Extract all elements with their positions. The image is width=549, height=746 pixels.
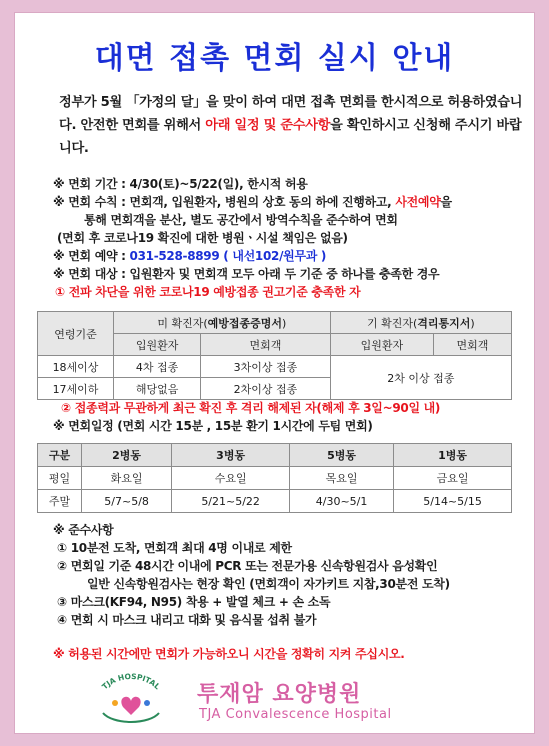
group1-suffix: ) bbox=[282, 316, 287, 330]
age-header: 연령기준 bbox=[38, 312, 114, 356]
rule-3: ③ 마스크(KF94, N95) 착용 + 발열 체크 + 손 소독 bbox=[57, 595, 331, 609]
patient-cell: 4차 접종 bbox=[114, 356, 201, 378]
visitor-header-2: 면회객 bbox=[433, 334, 511, 356]
schedule-header: 구분 bbox=[38, 444, 82, 467]
schedule-section bbox=[53, 399, 533, 435]
visit-rules-suffix: 을 bbox=[440, 195, 452, 209]
rule-4: ④ 면회 시 마스크 내리고 대화 및 음식물 섭취 불가 bbox=[57, 613, 317, 627]
schedule-table bbox=[37, 443, 512, 513]
criterion-2: ② 접종력과 무관하게 최근 확진 후 격리 해제된 자(해제 후 3일~90일 내) bbox=[61, 401, 441, 415]
visitor-cell: 3차이상 접종 bbox=[201, 356, 331, 378]
schedule-cell: 금요일 bbox=[394, 467, 512, 490]
visit-rules-line3: (면회 후 코로나19 확진에 대한 병원ㆍ시설 책임은 없음) bbox=[57, 231, 348, 245]
group2-prefix: 기 확진자( bbox=[366, 316, 418, 330]
table-row bbox=[38, 356, 512, 378]
reservation-line bbox=[53, 247, 533, 265]
visitor-cell: 2차이상 접종 bbox=[201, 378, 331, 400]
visitor-header: 면회객 bbox=[201, 334, 331, 356]
group2-bold: 격리통지서 bbox=[417, 316, 471, 330]
rules-heading: ※ 준수사항 bbox=[53, 523, 114, 537]
visit-target: ※ 면회 대상 : 입원환자 및 면회객 모두 아래 두 기준 중 하나를 충족한 경우 bbox=[53, 267, 440, 281]
page-title: 대면 접촉 면회 실시 안내 bbox=[94, 41, 455, 76]
visit-rules-text: ※ 면회 수칙 : 면회객, 입원환자, 병원의 상호 동의 하에 진행하고, bbox=[53, 195, 396, 209]
rules-section bbox=[53, 521, 533, 663]
table-row bbox=[38, 312, 512, 334]
hospital-logo bbox=[83, 673, 178, 727]
schedule-cell: 5/21~5/22 bbox=[172, 490, 290, 513]
notice-sheet bbox=[14, 12, 535, 734]
intro-paragraph bbox=[59, 91, 529, 160]
person-icon bbox=[144, 700, 150, 706]
logo-text: TJA HOSPITAL bbox=[100, 673, 162, 692]
confirmed-cell: 2차 이상 접종 bbox=[330, 356, 511, 400]
group1-prefix: 미 확진자( bbox=[157, 316, 208, 330]
visit-rules-line2: 통해 면회객을 분산, 별도 공간에서 방역수칙을 준수하여 면회 bbox=[84, 213, 398, 227]
rule-2-detail: 일반 신속항원검사는 현장 확인 (면회객이 자가키트 지참,30분전 도착) bbox=[87, 577, 450, 591]
table-row bbox=[38, 467, 512, 490]
table-row bbox=[38, 490, 512, 513]
reservation-label: ※ 면회 예약 : bbox=[53, 249, 130, 263]
schedule-cell: 목요일 bbox=[290, 467, 394, 490]
schedule-cell: 5/7~5/8 bbox=[82, 490, 172, 513]
svg-text:TJA HOSPITAL bbox=[100, 673, 162, 691]
hospital-name-en: TJA Convalescence Hospital bbox=[199, 707, 392, 722]
schedule-cell: 주말 bbox=[38, 490, 82, 513]
group2-suffix: ) bbox=[470, 316, 475, 330]
age-cell: 18세이상 bbox=[38, 356, 114, 378]
group1-header bbox=[114, 312, 331, 334]
intro-highlight: 아래 일정 및 준수사항 bbox=[205, 118, 331, 133]
person-icon bbox=[112, 700, 118, 706]
schedule-label: ※ 면회일정 (면회 시간 15분 , 15분 환기 1시간에 두팀 면회) bbox=[53, 419, 373, 433]
intro-text-1: 정부가 5월 「가정의 달」을 맞이 하여 대면 접촉 면회를 한시적으로 허용하였습니다. 안전한 면회를 위해서 bbox=[59, 95, 523, 133]
final-notice: ※ 허용된 시간에만 면회가 가능하오니 시간을 정확히 지켜 주십시오. bbox=[53, 647, 405, 661]
patient-header-2: 입원환자 bbox=[330, 334, 433, 356]
schedule-header: 2병동 bbox=[82, 444, 172, 467]
patient-cell: 해당없음 bbox=[114, 378, 201, 400]
group1-bold: 예방접종증명서 bbox=[207, 316, 283, 330]
patient-header: 입원환자 bbox=[114, 334, 201, 356]
schedule-cell: 수요일 bbox=[172, 467, 290, 490]
visit-info-section bbox=[53, 175, 533, 301]
advance-reservation: 사전예약 bbox=[395, 195, 441, 209]
schedule-cell: 평일 bbox=[38, 467, 82, 490]
vaccine-criteria-table bbox=[37, 311, 512, 400]
reservation-phone: 031-528-8899 ( 내선102/원무과 ) bbox=[129, 249, 327, 263]
hospital-name: 투재암 요양병원 bbox=[197, 682, 362, 707]
schedule-cell: 5/14~5/15 bbox=[394, 490, 512, 513]
table-row bbox=[38, 444, 512, 467]
rule-1: ① 10분전 도착, 면회객 최대 4명 이내로 제한 bbox=[57, 541, 292, 555]
age-cell: 17세이하 bbox=[38, 378, 114, 400]
schedule-cell: 4/30~5/1 bbox=[290, 490, 394, 513]
schedule-cell: 화요일 bbox=[82, 467, 172, 490]
intro-text-2: 을 확인하시고 신청해 주시기 바랍니다. bbox=[59, 118, 522, 156]
heart-icon bbox=[121, 697, 140, 715]
group2-header bbox=[330, 312, 511, 334]
visit-period: ※ 면회 기간 : 4/30(토)~5/22(일), 한시적 허용 bbox=[53, 177, 308, 191]
rule-2: ② 면회일 기준 48시간 이내에 PCR 또는 전문가용 신속항원검사 음성확인 bbox=[57, 559, 438, 573]
schedule-header: 5병동 bbox=[290, 444, 394, 467]
visit-rules-line1 bbox=[53, 193, 533, 211]
criterion-1: ① 전파 차단을 위한 코로나19 예방접종 권고기준 충족한 자 bbox=[55, 285, 361, 299]
schedule-header: 1병동 bbox=[394, 444, 512, 467]
schedule-header: 3병동 bbox=[172, 444, 290, 467]
